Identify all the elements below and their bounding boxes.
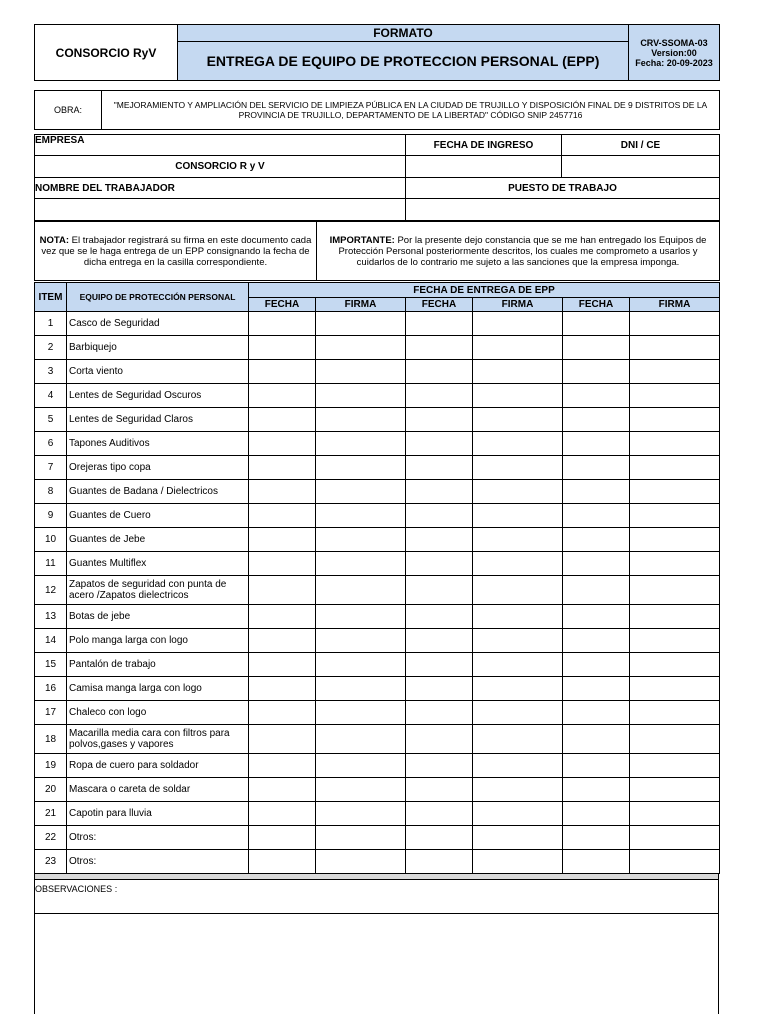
firma-cell[interactable] [473, 754, 563, 778]
equipo-header: EQUIPO DE PROTECCIÓN PERSONAL [67, 283, 249, 312]
item-name: Barbiquejo [67, 336, 249, 360]
firma-cell[interactable] [316, 336, 406, 360]
firma-cell[interactable] [473, 826, 563, 850]
fecha-cell[interactable] [406, 701, 473, 725]
nombre-label: NOMBRE DEL TRABAJADOR [35, 178, 406, 199]
item-number: 9 [35, 504, 67, 528]
item-name: Otros: [67, 850, 249, 874]
observaciones-section [34, 879, 719, 914]
item-number: 7 [35, 456, 67, 480]
firma-cell[interactable] [630, 653, 720, 677]
firma-cell[interactable] [473, 480, 563, 504]
firma-cell[interactable] [630, 701, 720, 725]
item-name: Botas de jebe [67, 605, 249, 629]
fecha-cell[interactable] [563, 754, 630, 778]
fecha-cell[interactable] [563, 826, 630, 850]
table-row [35, 504, 720, 528]
importante-text: Por la presente dejo constancia que se me han entregado los Equipos de Protección Personal posteriormente descritos, los cuales me comprometo a usarlos y cuidarlos de lo contrario me sujeto a las sanciones que la empresa imponga. [338, 234, 707, 268]
fecha-cell[interactable] [406, 605, 473, 629]
epp-form [34, 24, 719, 1014]
document-version: Version:00 [651, 47, 697, 58]
firma-cell[interactable] [630, 312, 720, 336]
table-row [35, 360, 720, 384]
firma-cell[interactable] [473, 677, 563, 701]
fecha-cell[interactable] [406, 629, 473, 653]
table-row [35, 480, 720, 504]
fecha-cell[interactable] [406, 826, 473, 850]
fecha-cell[interactable] [406, 456, 473, 480]
item-name: Zapatos de seguridad con punta de acero /Zapatos dielectricos [67, 576, 249, 605]
firma-cell[interactable] [316, 653, 406, 677]
fecha-cell[interactable] [563, 456, 630, 480]
document-code: CRV-SSOMA-03 [640, 37, 708, 48]
fecha-cell[interactable] [406, 653, 473, 677]
firma-cell[interactable] [316, 504, 406, 528]
firma-cell[interactable] [473, 701, 563, 725]
table-row [35, 778, 720, 802]
item-name: Chaleco con logo [67, 701, 249, 725]
firma-cell[interactable] [473, 802, 563, 826]
importante-cell [317, 222, 720, 281]
item-number: 12 [35, 576, 67, 605]
fecha-cell[interactable] [406, 360, 473, 384]
item-name: Orejeras tipo copa [67, 456, 249, 480]
fecha-cell[interactable] [249, 653, 316, 677]
firma-cell[interactable] [473, 778, 563, 802]
obra-section [34, 90, 720, 130]
fecha-cell[interactable] [563, 312, 630, 336]
form-title: ENTREGA DE EQUIPO DE PROTECCION PERSONAL (EPP) [178, 42, 629, 81]
table-row [35, 701, 720, 725]
firma-cell[interactable] [316, 360, 406, 384]
fecha-cell[interactable] [249, 826, 316, 850]
firma-cell[interactable] [316, 408, 406, 432]
item-name: Tapones Auditivos [67, 432, 249, 456]
fecha-cell[interactable] [563, 677, 630, 701]
item-number: 6 [35, 432, 67, 456]
fecha-cell[interactable] [406, 754, 473, 778]
fecha-cell[interactable] [563, 653, 630, 677]
fecha-cell[interactable] [563, 629, 630, 653]
obra-text: "MEJORAMIENTO Y AMPLIACIÓN DEL SERVICIO DE LIMPIEZA PÚBLICA EN LA CIUDAD DE TRUJILLO Y DISPOSICIÓN FINAL DE 9 DISTRITOS DE LA PROVINCIA DE TRUJILLO, DEPARTAMENTO DE LA LIBERTAD" CÓDIGO SNIP 2457716 [102, 91, 720, 130]
firma-cell[interactable] [630, 504, 720, 528]
item-number: 23 [35, 850, 67, 874]
firma-cell[interactable] [630, 336, 720, 360]
empresa-value: CONSORCIO R y V [35, 156, 406, 178]
firma-cell[interactable] [630, 360, 720, 384]
table-row [35, 826, 720, 850]
item-name: Lentes de Seguridad Claros [67, 408, 249, 432]
firma-cell[interactable] [316, 701, 406, 725]
fecha-cell[interactable] [406, 576, 473, 605]
obra-label: OBRA: [35, 91, 102, 130]
company-name: CONSORCIO RyV [35, 25, 178, 81]
epp-table [34, 282, 720, 874]
firma-cell[interactable] [316, 384, 406, 408]
item-number: 17 [35, 701, 67, 725]
table-row [35, 456, 720, 480]
table-row [35, 725, 720, 754]
firma-cell[interactable] [316, 850, 406, 874]
fecha-cell[interactable] [249, 576, 316, 605]
nota-label: NOTA: [39, 234, 69, 246]
table-row [35, 552, 720, 576]
item-number: 20 [35, 778, 67, 802]
fecha-cell[interactable] [249, 778, 316, 802]
item-name: Capotin para lluvia [67, 802, 249, 826]
firma-cell[interactable] [473, 336, 563, 360]
item-name: Guantes de Cuero [67, 504, 249, 528]
firma-cell[interactable] [316, 480, 406, 504]
firma-cell[interactable] [316, 629, 406, 653]
table-row [35, 312, 720, 336]
firma-cell[interactable] [473, 312, 563, 336]
table-row [35, 408, 720, 432]
fecha-cell[interactable] [563, 576, 630, 605]
item-header: ITEM [35, 283, 67, 312]
fecha-cell[interactable] [563, 802, 630, 826]
importante-label: IMPORTANTE: [329, 234, 395, 246]
document-date: Fecha: 20-09-2023 [635, 57, 713, 68]
item-number: 10 [35, 528, 67, 552]
item-name: Guantes Multiflex [67, 552, 249, 576]
item-number: 4 [35, 384, 67, 408]
item-number: 19 [35, 754, 67, 778]
fecha-cell[interactable] [563, 432, 630, 456]
fecha-cell[interactable] [406, 432, 473, 456]
item-name: Guantes de Jebe [67, 528, 249, 552]
fecha-cell[interactable] [563, 701, 630, 725]
fecha-cell[interactable] [563, 504, 630, 528]
firma-cell[interactable] [316, 432, 406, 456]
item-number: 15 [35, 653, 67, 677]
table-row [35, 528, 720, 552]
firma-cell[interactable] [473, 432, 563, 456]
fecha-cell[interactable] [249, 552, 316, 576]
fecha-cell[interactable] [406, 480, 473, 504]
fecha-cell[interactable] [563, 480, 630, 504]
firma-cell[interactable] [316, 677, 406, 701]
firma-cell[interactable] [316, 826, 406, 850]
fecha-cell[interactable] [249, 432, 316, 456]
firma-cell[interactable] [630, 850, 720, 874]
format-label: FORMATO [178, 25, 629, 42]
firma-cell[interactable] [630, 384, 720, 408]
firma-cell[interactable] [473, 605, 563, 629]
fecha-cell[interactable] [563, 725, 630, 754]
item-number: 18 [35, 725, 67, 754]
nota-cell [35, 222, 317, 281]
firma-cell[interactable] [630, 725, 720, 754]
table-row [35, 677, 720, 701]
table-row [35, 336, 720, 360]
firma-cell[interactable] [630, 778, 720, 802]
firma-cell[interactable] [630, 605, 720, 629]
fecha-cell[interactable] [249, 725, 316, 754]
firma-cell[interactable] [316, 725, 406, 754]
fecha-cell[interactable] [406, 384, 473, 408]
item-rows [35, 312, 720, 874]
fecha-cell[interactable] [249, 480, 316, 504]
notes-section [34, 221, 720, 281]
firma-cell[interactable] [630, 432, 720, 456]
item-number: 16 [35, 677, 67, 701]
firma-cell[interactable] [630, 677, 720, 701]
firma-cell[interactable] [630, 552, 720, 576]
dni-field[interactable] [562, 156, 720, 178]
fecha-column-header: FECHA [563, 298, 630, 312]
item-number: 11 [35, 552, 67, 576]
table-row [35, 605, 720, 629]
fecha-cell[interactable] [249, 754, 316, 778]
item-number: 1 [35, 312, 67, 336]
table-row [35, 754, 720, 778]
form-header [34, 24, 720, 81]
firma-column-header: FIRMA [316, 298, 406, 312]
firma-cell[interactable] [473, 576, 563, 605]
item-number: 3 [35, 360, 67, 384]
item-name: Otros: [67, 826, 249, 850]
table-row [35, 629, 720, 653]
firma-cell[interactable] [630, 754, 720, 778]
fecha-cell[interactable] [563, 408, 630, 432]
observaciones-label: OBSERVACIONES : [35, 880, 719, 914]
fecha-cell[interactable] [249, 408, 316, 432]
item-name: Mascara o careta de soldar [67, 778, 249, 802]
item-name: Ropa de cuero para soldador [67, 754, 249, 778]
table-row [35, 432, 720, 456]
observaciones-field[interactable] [34, 914, 719, 1014]
fecha-cell[interactable] [406, 504, 473, 528]
fecha-cell[interactable] [406, 802, 473, 826]
table-row [35, 653, 720, 677]
firma-cell[interactable] [316, 528, 406, 552]
firma-cell[interactable] [473, 384, 563, 408]
firma-cell[interactable] [473, 360, 563, 384]
firma-cell[interactable] [316, 802, 406, 826]
fecha-ingreso-field[interactable] [406, 156, 562, 178]
fecha-column-header: FECHA [406, 298, 473, 312]
fecha-column-header: FECHA [249, 298, 316, 312]
fecha-cell[interactable] [249, 677, 316, 701]
item-name: Pantalón de trabajo [67, 653, 249, 677]
fecha-cell[interactable] [563, 336, 630, 360]
fecha-ingreso-label: FECHA DE INGRESO [406, 135, 562, 156]
fecha-cell[interactable] [406, 336, 473, 360]
item-name: Camisa manga larga con logo [67, 677, 249, 701]
fecha-cell[interactable] [249, 629, 316, 653]
fecha-cell[interactable] [249, 504, 316, 528]
firma-cell[interactable] [473, 552, 563, 576]
table-row [35, 576, 720, 605]
item-name: Macarilla media cara con filtros para polvos,gases y vapores [67, 725, 249, 754]
fecha-cell[interactable] [563, 778, 630, 802]
fecha-cell[interactable] [249, 336, 316, 360]
fecha-cell[interactable] [563, 850, 630, 874]
firma-cell[interactable] [630, 802, 720, 826]
item-number: 14 [35, 629, 67, 653]
fecha-cell[interactable] [249, 360, 316, 384]
item-number: 13 [35, 605, 67, 629]
fecha-cell[interactable] [406, 312, 473, 336]
firma-cell[interactable] [630, 480, 720, 504]
fecha-cell[interactable] [249, 456, 316, 480]
firma-cell[interactable] [473, 408, 563, 432]
firma-cell[interactable] [316, 778, 406, 802]
fecha-cell[interactable] [406, 778, 473, 802]
firma-cell[interactable] [630, 629, 720, 653]
item-number: 5 [35, 408, 67, 432]
firma-cell[interactable] [473, 629, 563, 653]
firma-cell[interactable] [473, 725, 563, 754]
fecha-cell[interactable] [406, 850, 473, 874]
firma-cell[interactable] [630, 528, 720, 552]
item-number: 8 [35, 480, 67, 504]
fecha-cell[interactable] [249, 528, 316, 552]
firma-cell[interactable] [316, 605, 406, 629]
firma-cell[interactable] [630, 456, 720, 480]
item-name: Casco de Seguridad [67, 312, 249, 336]
firma-cell[interactable] [473, 456, 563, 480]
fecha-cell[interactable] [249, 384, 316, 408]
nota-text: El trabajador registrará su firma en este documento cada vez que se le haga entrega de un EPP consignando la fecha de dicha entrega en la casilla correspondiente. [41, 234, 312, 268]
fecha-cell[interactable] [406, 408, 473, 432]
fecha-cell[interactable] [563, 528, 630, 552]
dni-label: DNI / CE [562, 135, 720, 156]
fecha-cell[interactable] [249, 312, 316, 336]
fecha-cell[interactable] [406, 528, 473, 552]
firma-column-header: FIRMA [473, 298, 563, 312]
fecha-cell[interactable] [563, 552, 630, 576]
fecha-cell[interactable] [406, 677, 473, 701]
firma-cell[interactable] [630, 576, 720, 605]
item-name: Guantes de Badana / Dielectricos [67, 480, 249, 504]
fecha-cell[interactable] [563, 384, 630, 408]
firma-cell[interactable] [630, 826, 720, 850]
fecha-entrega-header: FECHA DE ENTREGA DE EPP [249, 283, 720, 298]
item-number: 22 [35, 826, 67, 850]
firma-cell[interactable] [316, 456, 406, 480]
puesto-label: PUESTO DE TRABAJO [406, 178, 720, 199]
firma-cell[interactable] [316, 312, 406, 336]
firma-cell[interactable] [630, 408, 720, 432]
firma-cell[interactable] [316, 552, 406, 576]
fecha-cell[interactable] [249, 605, 316, 629]
firma-cell[interactable] [316, 754, 406, 778]
fecha-cell[interactable] [563, 360, 630, 384]
firma-cell[interactable] [473, 528, 563, 552]
worker-info [34, 134, 720, 221]
fecha-cell[interactable] [406, 725, 473, 754]
fecha-cell[interactable] [406, 552, 473, 576]
fecha-cell[interactable] [249, 850, 316, 874]
firma-cell[interactable] [316, 576, 406, 605]
table-row [35, 850, 720, 874]
nombre-field[interactable] [35, 199, 406, 221]
document-code-box [629, 25, 720, 81]
table-row [35, 802, 720, 826]
item-number: 21 [35, 802, 67, 826]
item-name: Lentes de Seguridad Oscuros [67, 384, 249, 408]
fecha-cell[interactable] [249, 802, 316, 826]
item-name: Polo manga larga con logo [67, 629, 249, 653]
empresa-label: EMPRESA [35, 135, 406, 156]
item-name: Corta viento [67, 360, 249, 384]
firma-column-header: FIRMA [630, 298, 720, 312]
fecha-cell[interactable] [563, 605, 630, 629]
table-row [35, 384, 720, 408]
puesto-field[interactable] [406, 199, 720, 221]
firma-cell[interactable] [473, 653, 563, 677]
firma-cell[interactable] [473, 504, 563, 528]
fecha-cell[interactable] [249, 701, 316, 725]
item-number: 2 [35, 336, 67, 360]
firma-cell[interactable] [473, 850, 563, 874]
